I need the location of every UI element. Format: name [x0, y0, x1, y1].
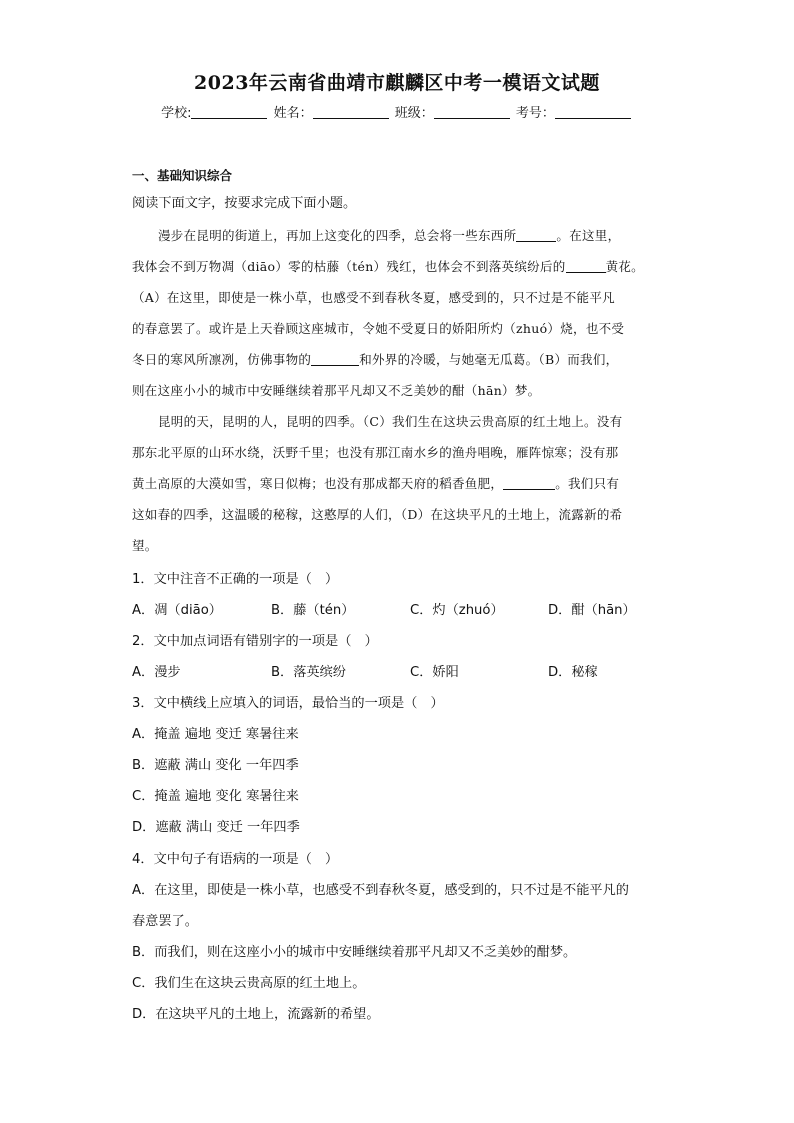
fill-blank	[516, 229, 556, 242]
section-heading: 一、基础知识综合	[132, 168, 233, 183]
passage-line: （A）在这里，即使是一株小草，也感受不到春秋冬夏，感受到的，只不过是不能平凡	[132, 290, 615, 305]
number-blank[interactable]	[555, 106, 631, 119]
passage-text: 黄土高原的大漠如雪，寒日似梅；也没有那成都天府的稻香鱼肥，	[132, 476, 504, 491]
passage-line: 昆明的天，昆明的人，昆明的四季。（C）我们生在这块云贵高原的红土地上。没有	[158, 414, 623, 429]
passage-line	[132, 257, 644, 275]
option-c[interactable]: C．灼（zhuó）	[410, 603, 504, 618]
fill-blank	[566, 260, 606, 273]
fill-blank	[311, 353, 359, 366]
school-label: 学校:	[161, 106, 192, 121]
option-b[interactable]: B．藤（tén）	[271, 603, 355, 618]
fill-blank	[503, 477, 555, 490]
passage-line: 则在这座小小的城市中安睡继续着那平凡却又不乏美妙的酣（hān）梦。	[132, 383, 541, 398]
class-blank[interactable]	[434, 106, 510, 119]
number-label: 考号：	[515, 106, 555, 121]
passage-text: 黄花。	[605, 259, 644, 274]
question-stem: 1．文中注音不正确的一项是（ ）	[132, 572, 339, 587]
passage-text: 漫步在昆明的街道上，再加上这变化的四季，总会将一些东西所	[158, 228, 517, 243]
option-d[interactable]: D．遮蔽 满山 变迁 一年四季	[132, 820, 300, 835]
option-d[interactable]: D．在这块平凡的土地上，流露新的希望。	[132, 1007, 380, 1022]
option-b[interactable]: B．遮蔽 满山 变化 一年四季	[132, 758, 299, 773]
option-b[interactable]: B．而我们，则在这座小小的城市中安睡继续着那平凡却又不乏美妙的酣梦。	[132, 945, 577, 960]
option-a[interactable]: A．掩盖 遍地 变迁 寒暑往来	[132, 727, 299, 742]
option-a[interactable]: A．在这里，即使是一株小草，也感受不到春秋冬夏，感受到的，只不过是不能平凡的	[132, 883, 629, 898]
name-blank[interactable]	[313, 106, 389, 119]
option-a[interactable]: A．漫步	[132, 665, 181, 680]
passage-text: 我体会不到万物凋（diāo）零的枯藤（tén）残红，也体会不到落英缤纷后的	[132, 259, 566, 274]
option-c[interactable]: C．娇阳	[410, 665, 459, 680]
option-b[interactable]: B．落英缤纷	[271, 665, 346, 680]
option-c[interactable]: C．掩盖 遍地 变化 寒暑往来	[132, 789, 299, 804]
passage-text: 。我们只有	[555, 476, 620, 491]
passage-line	[132, 350, 618, 368]
option-c[interactable]: C．我们生在这块云贵高原的红土地上。	[132, 976, 366, 991]
passage-line	[158, 226, 620, 244]
passage-line	[132, 474, 619, 492]
passage-line: 望。	[132, 538, 158, 553]
option-a-continued: 春意罢了。	[132, 914, 198, 929]
passage-text: 。在这里，	[556, 228, 621, 243]
exam-title: 2023年云南省曲靖市麒麟区中考一模语文试题	[194, 72, 600, 94]
school-blank[interactable]	[191, 106, 267, 119]
passage-line: 那东北平原的山环水绕，沃野千里；也没有那江南水乡的渔舟唱晚，雁阵惊寒；没有那	[132, 445, 619, 460]
question-stem: 2．文中加点词语有错别字的一项是（ ）	[132, 634, 378, 649]
passage-text: 和外界的冷暖，与她毫无瓜葛。（B）而我们，	[359, 352, 619, 367]
passage-line: 的春意罢了。或许是上天眷顾这座城市，令她不受夏日的娇阳所灼（zhuó）烧，也不受	[132, 321, 625, 336]
name-label: 姓名：	[273, 106, 313, 121]
question-stem: 3．文中横线上应填入的词语，最恰当的一项是（ ）	[132, 696, 444, 711]
section-instruction: 阅读下面文字，按要求完成下面小题。	[132, 196, 357, 211]
class-label: 班级：	[394, 106, 434, 121]
question-stem: 4．文中句子有语病的一项是（ ）	[132, 852, 339, 867]
option-a[interactable]: A．凋（diāo）	[132, 603, 222, 618]
passage-line: 这如春的四季，这温暖的秘稼，这憨厚的人们，（D）在这块平凡的土地上，流露新的希	[132, 507, 623, 522]
passage-text: 冬日的寒风所凛冽，仿佛事物的	[132, 352, 312, 367]
student-info-line	[0, 102, 794, 121]
option-d[interactable]: D．秘稼	[548, 665, 598, 680]
option-d[interactable]: D．酣（hān）	[548, 603, 636, 618]
